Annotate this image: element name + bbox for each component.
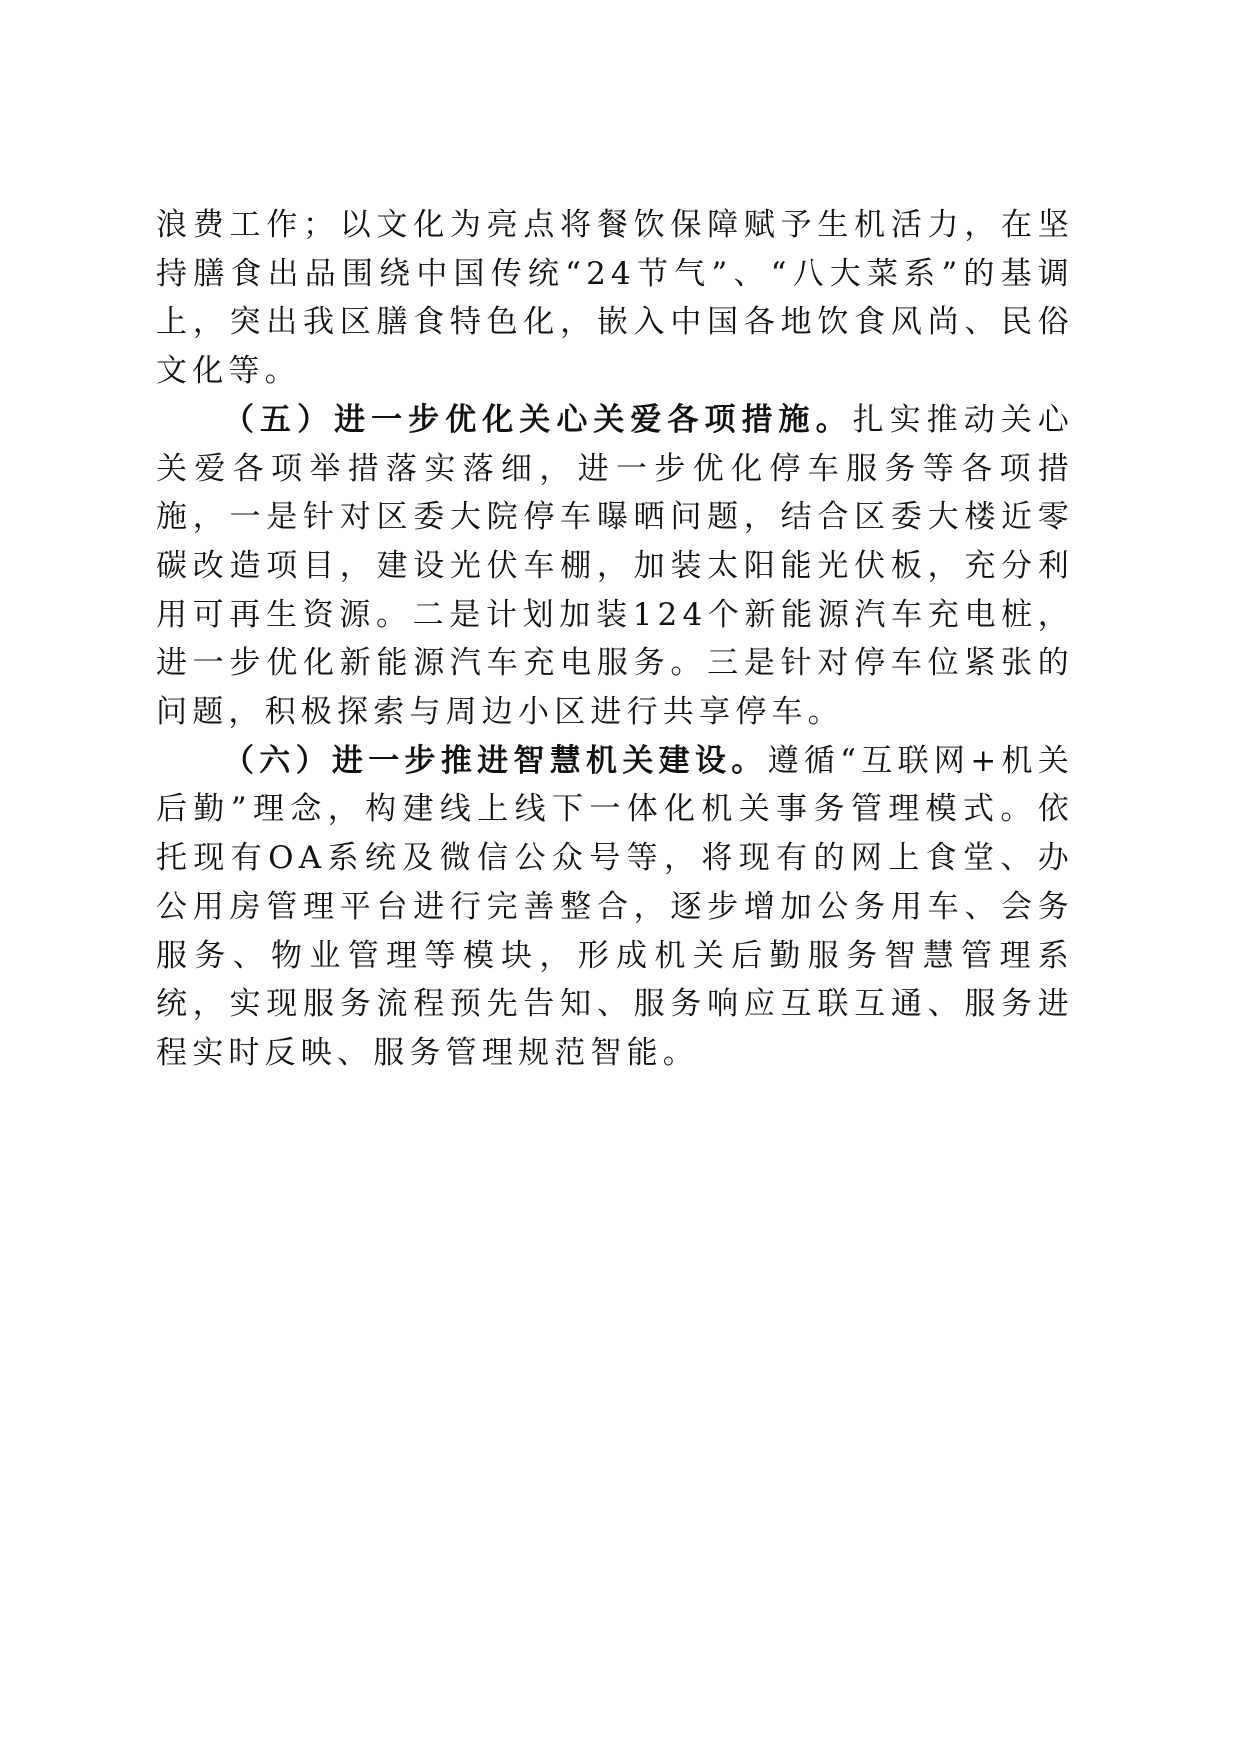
document-body xyxy=(156,201,1074,1078)
paragraph-section-5 xyxy=(156,396,1074,737)
section-6-heading: （六）进一步推进智慧机关建设。 xyxy=(223,742,768,779)
section-5-heading: （五）进一步优化关心关爱各项措施。 xyxy=(223,401,853,438)
section-6-body: 遵循“互联网+机关后勤”理念，构建线上线下一体化机关事务管理模式。依托现有OA系统及微信公众号等，将现有的网上食堂、办公用房管理平台进行完善整合，逐步增加公务用车、会务服务、物业管理等模块，形成机关后勤服务智慧管理系统，实现服务流程预先告知、服务响应互联互通、服务进程实时反映、服务管理规范智能。 xyxy=(156,742,1075,1071)
paragraph-continued: 浪费工作；以文化为亮点将餐饮保障赋予生机活力，在坚持膳食出品围绕中国传统“24节气”、“八大菜系”的基调上，突出我区膳食特色化，嵌入中国各地饮食风尚、民俗文化等。 xyxy=(156,207,1074,390)
section-5-body: 扎实推动关心关爱各项举措落实落细，进一步优化停车服务等各项措施，一是针对区委大院停车曝晒问题，结合区委大楼近零碳改造项目，建设光伏车棚，加装太阳能光伏板，充分利用可再生资源。二是计划加装124个新能源汽车充电桩，进一步优化新能源汽车充电服务。三是针对停车位紧张的问题，积极探索与周边小区进行共享停车。 xyxy=(156,401,1074,731)
paragraph-section-6 xyxy=(156,737,1074,1078)
